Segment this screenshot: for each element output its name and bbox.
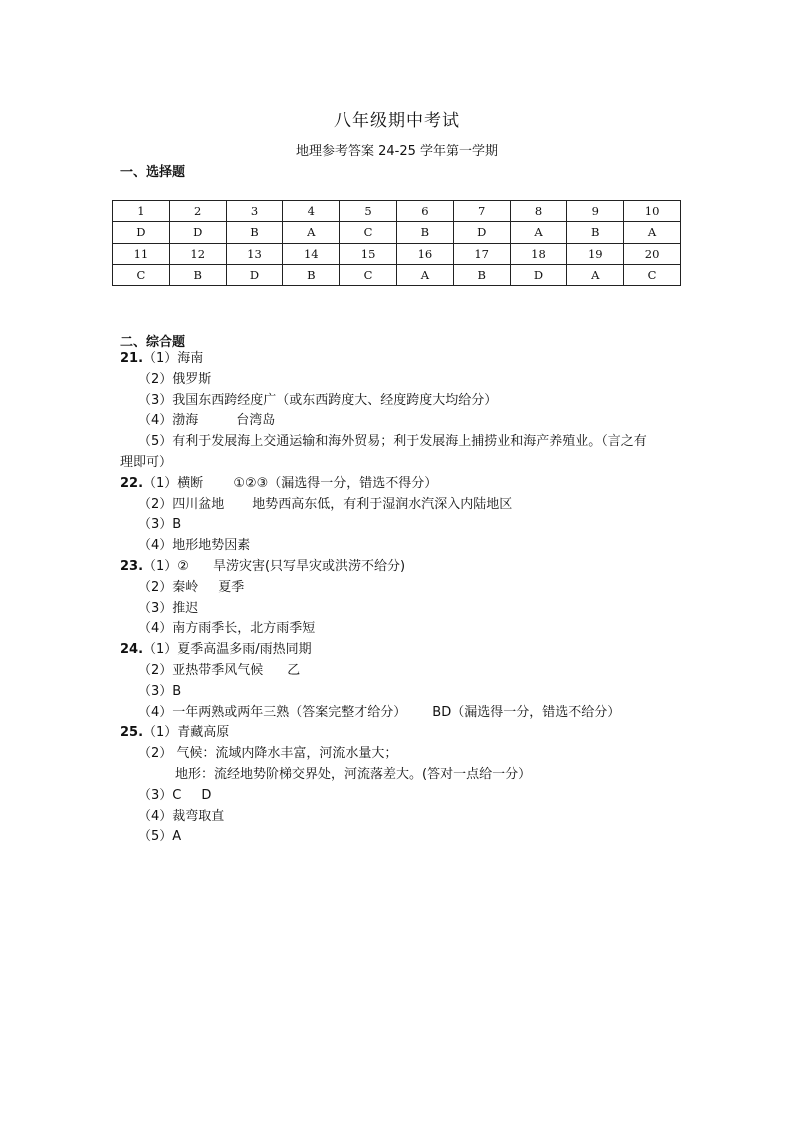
table-cell: 11 [113,243,170,264]
table-cell: 6 [396,201,453,222]
table-cell: 4 [283,201,340,222]
comprehensive-answers [120,349,680,848]
q24-line-3: （3）B [138,683,182,699]
table-cell: 19 [567,243,624,264]
table-cell: A [510,222,567,243]
question-number: 25. [120,725,144,741]
answer-text: （1）横断 [143,475,204,491]
question-number: 23. [120,558,144,574]
q21-line-6: 理即可） [120,454,173,470]
table-cell: 5 [340,201,397,222]
table-cell: A [567,264,624,285]
table-cell: A [283,222,340,243]
q22-line-4: （4）地形地势因素 [138,538,251,554]
answer-text: （1）② [143,558,189,574]
answer-text: 乙 [287,662,301,678]
answer-table [112,200,681,286]
table-cell: 12 [169,243,226,264]
table-cell: 8 [510,201,567,222]
q23-line-1 [120,557,680,578]
table-row [113,264,681,285]
q24-line-4 [120,703,680,724]
answer-text: （1）海南 [143,351,204,366]
answer-text: （4）一年两熟或两年三熟（答案完整才给分） [138,704,407,720]
table-cell: A [624,222,681,243]
answer-text: （2）四川盆地 [138,496,225,512]
q24-line-2 [120,661,680,682]
table-cell: 3 [226,201,283,222]
q25-line-6: （5）A [138,829,182,845]
table-cell: D [169,222,226,243]
table-cell: D [453,222,510,243]
table-cell: C [624,264,681,285]
table-cell: B [396,222,453,243]
section-comprehensive-title: 二、综合题 [120,335,186,350]
question-number: 22. [120,475,144,491]
q25-line-2: （2） 气候：流域内降水丰富，河流水量大； [138,746,398,762]
table-cell: 18 [510,243,567,264]
table-cell: 14 [283,243,340,264]
q22-line-1 [120,474,680,495]
table-cell: 16 [396,243,453,264]
answer-text: （2）亚热带季风气候 [138,662,264,678]
q21-line-2: （2）俄罗斯 [138,371,212,387]
q21-line-3: （3）我国东西跨经度广（或东西跨度大、经度跨度大均给分） [138,392,498,408]
q21-line-1 [120,349,680,370]
table-cell: 20 [624,243,681,264]
q22-line-2 [120,495,680,516]
table-cell: B [567,222,624,243]
page-title: 八年级期中考试 [334,111,460,131]
q25-line-1 [120,723,680,744]
question-number: 21. [120,351,144,366]
table-cell: B [283,264,340,285]
table-cell: C [340,264,397,285]
q23-line-3: （3）推迟 [138,600,199,616]
table-cell: 2 [169,201,226,222]
answer-text: BD（漏选得一分，错选不给分） [432,704,621,720]
answer-text: （2）秦岭 [138,579,199,595]
table-row [113,243,681,264]
q23-line-2 [120,578,680,599]
q22-line-3: （3）B [138,517,182,533]
table-cell: B [453,264,510,285]
table-cell: C [113,264,170,285]
answer-text: （1）夏季高温多雨/雨热同期 [143,642,312,658]
q21-line-5: （5）有利于发展海上交通运输和海外贸易；利于发展海上捕捞业和海产养殖业。（言之有 [138,434,647,450]
q25-line-3: 地形：流经地势阶梯交界处，河流落差大。(答对一点给一分） [175,766,532,782]
table-cell: B [169,264,226,285]
answer-text: 台湾岛 [236,413,276,429]
table-row [113,201,681,222]
question-number: 24. [120,642,144,658]
table-cell: D [113,222,170,243]
q21-line-4 [120,411,680,432]
table-cell: 17 [453,243,510,264]
table-cell: D [510,264,567,285]
table-cell: 7 [453,201,510,222]
q23-line-4: （4）南方雨季长，北方雨季短 [138,621,316,637]
page-subtitle: 地理参考答案 24-25 学年第一学期 [295,144,499,159]
answer-text: ①②③（漏选得一分，错选不得分） [233,475,438,491]
table-cell: B [226,222,283,243]
table-row [113,222,681,243]
q25-line-4 [120,786,680,807]
table-cell: 1 [113,201,170,222]
answer-text: （4）渤海 [138,413,199,429]
answer-text: 地势西高东低，有利于湿润水汽深入内陆地区 [252,496,513,512]
answer-text: （1）青藏高原 [143,725,230,741]
table-cell: 15 [340,243,397,264]
answer-text: 旱涝灾害(只写旱灾或洪涝不给分) [212,558,406,574]
answer-text: D [201,787,212,803]
table-cell: 9 [567,201,624,222]
answer-text: 夏季 [218,579,245,595]
q24-line-1 [120,640,680,661]
table-cell: D [226,264,283,285]
answer-text: （3）C [138,787,182,803]
table-cell: 13 [226,243,283,264]
q25-line-5: （4）裁弯取直 [138,808,225,824]
table-cell: C [340,222,397,243]
table-cell: A [396,264,453,285]
section-choice-title: 一、选择题 [120,165,186,180]
table-cell: 10 [624,201,681,222]
